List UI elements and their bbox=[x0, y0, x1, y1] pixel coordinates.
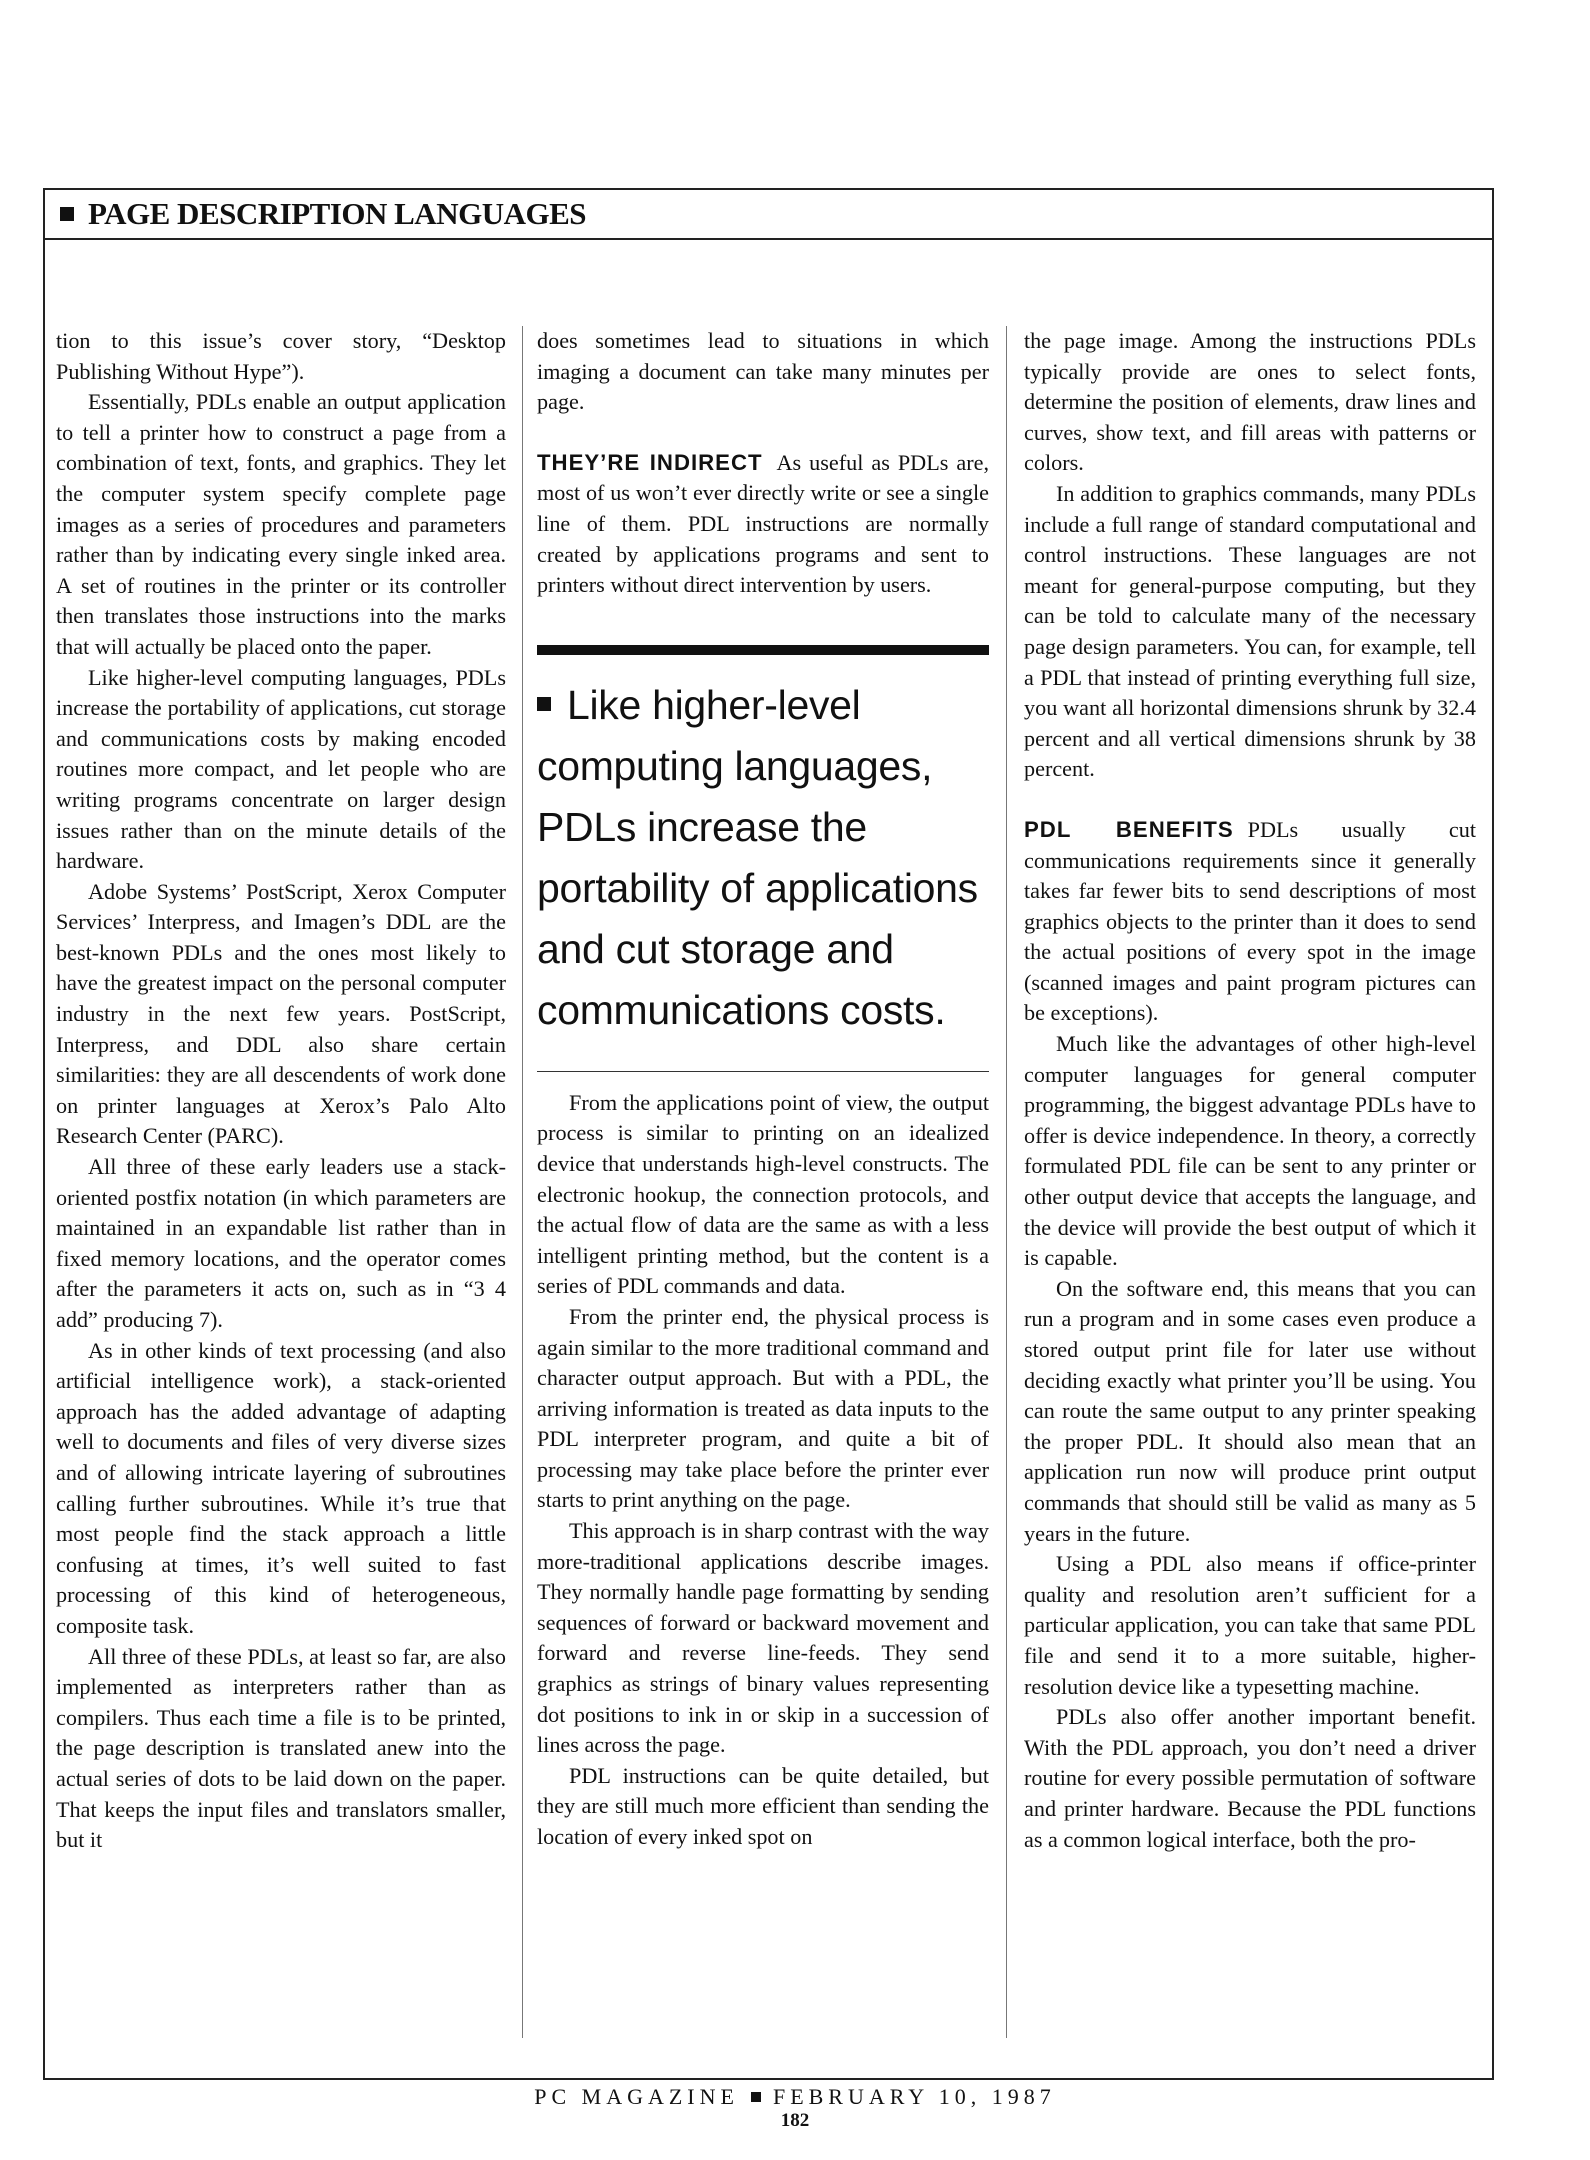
paragraph: All three of these early leaders use a stack-oriented postfix notation (in which parameters are maintained in an expandable list rather than in fixed memory locations, and the operator comes after the parameters it acts on, such as in “3 4 add” producing 7). bbox=[56, 1154, 506, 1332]
paragraph: Using a PDL also means if office-printer quality and resolution aren’t sufficient for a particular application, you can take that same PDL file and send it to a more suitable, higher-resolution device like a typesetting machine. bbox=[1024, 1551, 1476, 1699]
magazine-name: PC MAGAZINE bbox=[534, 2084, 739, 2109]
paragraph-text: PDLs usually cut communications requirements since it generally takes far fewer bits to send descriptions of most graphics objects to the printer than it does to send the actual positions of every spot in the image (scanned images and paint program pictures can be exceptions). bbox=[1024, 816, 1476, 1026]
paragraph: From the printer end, the physical process is again similar to the more traditional command and character output approach. But with a PDL, the arriving information is treated as data inputs to the PDL interpreter program, and quite a bit of processing may take place before the printer ever starts to print anything on the page. bbox=[537, 1303, 989, 1513]
paragraph: All three of these PDLs, at least so far, are also implemented as interpreters rather than as compilers. Thus each time a file is to be printed, the page description is translated anew into the actual series of dots to be laid down on the paper. That keeps the input files and translators smaller, but it bbox=[56, 1643, 506, 1853]
paragraph: PDLs also offer another important benefit. With the PDL approach, you don’t need a driver routine for every possible permutation of software and printer hardware. Because the PDL functions as a common logical interface, both the pro- bbox=[1024, 1704, 1476, 1852]
section-header bbox=[60, 194, 586, 234]
header-rule bbox=[43, 238, 1494, 240]
paragraph: Essentially, PDLs enable an output application to tell a printer how to construct a page from a combination of text, fonts, and graphics. They let the computer system specify complete page images as a series of procedures and parameters rather than by indicating every single inked area. A set of routines in the printer or its controller then translates those instructions into the marks that will actually be placed onto the paper. bbox=[56, 389, 506, 659]
paragraph: In addition to graphics commands, many PDLs include a full range of standard computational and control instructions. These languages are not meant for general-purpose computing, but they can be told to calculate many of the necessary page design parameters. You can, for example, tell a PDL that instead of printing everything full size, you want all horizontal dimensions shrunk by 32.4 percent and all vertical dimensions shrunk by 38 percent. bbox=[1024, 480, 1476, 782]
paragraph: does sometimes lead to situations in which imaging a document can take many minutes per page. bbox=[537, 328, 989, 415]
paragraph: tion to this issue’s cover story, “Desktop Publishing Without Hype”). bbox=[56, 328, 506, 384]
paragraph: As in other kinds of text processing (and also artificial intelligence work), a stack-oriented approach has the added advantage of adapting well to documents and files of very diverse sizes and of allowing intricate layering of subroutines calling further subroutines. While it’s true that most people find the stack approach a little confusing at times, it’s well suited to fast processing of this kind of heterogeneous, composite task. bbox=[56, 1337, 506, 1638]
pull-quote-text: Like higher-level computing languages, PDLs increase the portability of applications and cut storage and communications costs. bbox=[537, 681, 978, 1033]
paragraph: PDL instructions can be quite detailed, but they are still much more efficient than sending the location of every inked spot on bbox=[537, 1762, 989, 1849]
text-column-2 bbox=[537, 326, 989, 2061]
square-bullet-icon bbox=[537, 697, 551, 711]
run-in-heading: PDL BENEFITS bbox=[1024, 816, 1234, 842]
issue-date: FEBRUARY 10, 1987 bbox=[772, 2084, 1056, 2109]
column-divider bbox=[522, 326, 523, 2038]
pullquote-bottom-rule bbox=[537, 1071, 989, 1072]
paragraph: On the software end, this means that you can run a program and in some cases even produce a stored output print file for later use without deciding exactly what printer you’ll be using. You can route the same output to any printer speaking the proper PDL. It should also mean that an application run now will produce print output commands that should still be valid as many as 5 years in the future. bbox=[1024, 1275, 1476, 1546]
page-number: 182 bbox=[780, 2110, 810, 2131]
pullquote-top-rule bbox=[537, 645, 989, 655]
paragraph: the page image. Among the instructions PDLs typically provide are ones to select fonts, determine the position of elements, draw lines and curves, show text, and fill areas with patterns or colors. bbox=[1024, 328, 1476, 476]
paragraph-text: As useful as PDLs are, most of us won’t ever directly write or see a single line of them. PDL instructions are normally created by applications programs and sent to printers without direct intervention by users. bbox=[537, 449, 989, 598]
paragraph: Much like the advantages of other high-level computer languages for general computer programming, the biggest advantage PDLs have to offer is device independence. In theory, a correctly formulated PDL file can be sent to any printer or other output device that accepts the language, and the device will provide the best output of which it is capable. bbox=[1024, 1031, 1476, 1271]
square-bullet-icon bbox=[751, 2092, 761, 2102]
running-footer bbox=[0, 2084, 1590, 2110]
square-bullet-icon bbox=[60, 207, 74, 221]
paragraph-with-run-in-head bbox=[537, 448, 989, 601]
paragraph: Adobe Systems’ PostScript, Xerox Computer Services’ Interpress, and Imagen’s DDL are the best-known PDLs and the ones most likely to have the greatest impact on the personal computer industry in the next few years. PostScript, Interpress, and DDL also share certain similarities: they are all descendents of work done on printer languages at Xerox’s Palo Alto Research Center (PARC). bbox=[56, 878, 506, 1149]
paragraph-with-run-in-head bbox=[1024, 815, 1476, 1029]
pull-quote bbox=[537, 675, 989, 1041]
text-column-1 bbox=[56, 326, 506, 2061]
column-divider bbox=[1006, 326, 1007, 2038]
section-title: PAGE DESCRIPTION LANGUAGES bbox=[88, 196, 587, 231]
paragraph: From the applications point of view, the output process is similar to printing on an idealized device that understands high-level constructs. The electronic hookup, the connection protocols, and the actual flow of data are the same as with a less intelligent printing method, but the content is a series of PDL commands and data. bbox=[537, 1089, 989, 1299]
paragraph: Like higher-level computing languages, PDLs increase the portability of applications, cut storage and communications costs by making encoded routines more compact, and let people who are writing programs concentrate on larger design issues rather than on the minute details of the hardware. bbox=[56, 664, 506, 874]
text-column-3 bbox=[1024, 326, 1476, 2061]
paragraph: This approach is in sharp contrast with the way more-traditional applications describe images. They normally handle page formatting by sending sequences of forward or backward movement and forward and reverse line-feeds. They send graphics as strings of binary values representing dot positions to ink in or skip in a succession of lines across the page. bbox=[537, 1518, 989, 1758]
run-in-heading: THEY’RE INDIRECT bbox=[537, 449, 763, 475]
